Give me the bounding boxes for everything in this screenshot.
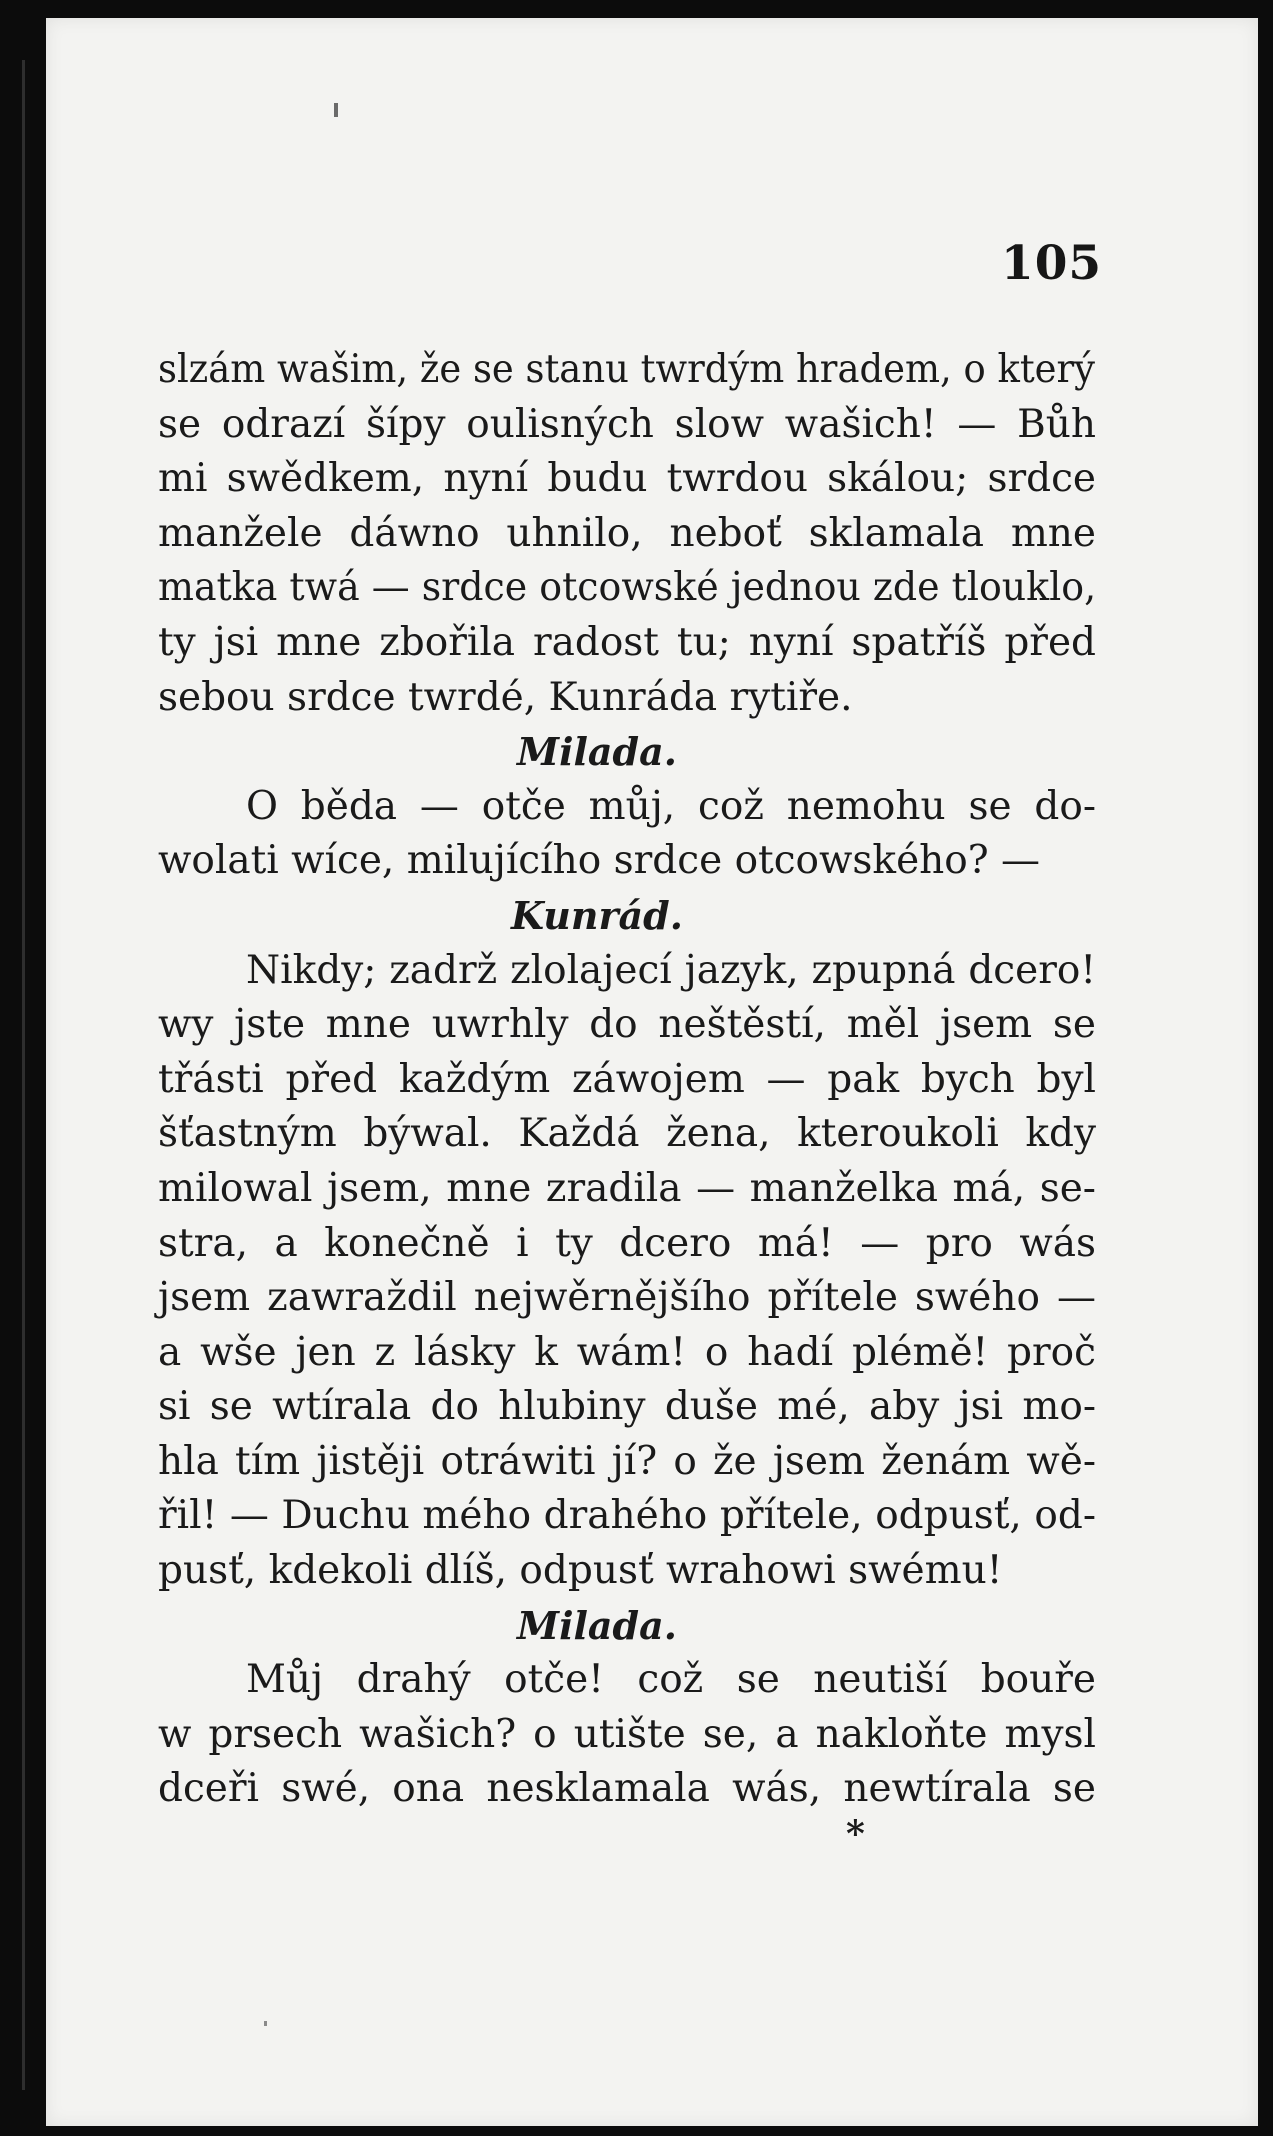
ink-speck <box>334 103 338 117</box>
text-line: milowal jsem, mne zradila — manželka má, se- <box>158 1165 1096 1211</box>
text-line: a wše jen z lásky k wám! o hadí plémě! proč <box>158 1329 1096 1375</box>
text-line: O běda — otče můj, což nemohu se do- <box>246 783 1096 829</box>
ink-speck <box>264 2021 267 2026</box>
text-line: wy jste mne uwrhly do neštěstí, měl jsem se <box>158 1002 1096 1048</box>
speaker-name: Milada. <box>517 1602 677 1648</box>
spine-edge <box>22 60 25 2090</box>
text-line: pusť, kdekoli dlíš, odpusť wrahowi swému! <box>158 1548 1003 1594</box>
page-number: 105 <box>1001 236 1103 291</box>
speaker-name: Milada. <box>517 729 677 775</box>
text-line: Nikdy; zadrž zlolajecí jazyk, zpupná dcero! <box>246 947 1096 993</box>
text-line: se odrazí šípy oulisných slow wašich! — Bůh <box>158 401 1096 447</box>
signature-mark: * <box>846 1813 865 1855</box>
text-line: stra, a konečně i ty dcero má! — pro wás <box>158 1220 1096 1266</box>
text-line: ty jsi mne zbořila radost tu; nyní spatříš před <box>158 619 1096 665</box>
text-line: slzám wašim, že se stanu twrdým hradem, o který <box>158 347 1096 392</box>
text-line: si se wtírala do hlubiny duše mé, aby jsi mo- <box>158 1384 1096 1430</box>
text-line: jsem zawraždil nejwěrnějšího přítele swého — <box>158 1275 1096 1321</box>
book-page <box>46 18 1258 2126</box>
text-line: mi swědkem, nyní budu twrdou skálou; srdce <box>158 456 1096 502</box>
speaker-name: Kunrád. <box>511 892 683 938</box>
text-line: šťastným býwal. Každá žena, kteroukoli kdy <box>158 1111 1096 1157</box>
text-line: w prsech wašich? o utište se, a nakloňte mysl <box>158 1711 1096 1757</box>
text-line: manžele dáwno uhnilo, neboť sklamala mne <box>158 510 1096 556</box>
text-line: wolati wíce, milujícího srdce otcowského? — <box>158 838 1041 884</box>
text-line: Můj drahý otče! což se neutiší bouře <box>246 1657 1096 1703</box>
text-line: třásti před každým záwojem — pak bych byl <box>158 1056 1096 1102</box>
text-line: dceři swé, ona nesklamala wás, newtírala se <box>158 1766 1096 1812</box>
text-line: řil! — Duchu mého drahého přítele, odpusť, od- <box>158 1493 1096 1539</box>
body-text <box>158 343 1096 1817</box>
text-line: hla tím jistěji otráwiti jí? o že jsem ženám wě- <box>158 1438 1096 1484</box>
text-line: sebou srdce twrdé, Kunráda rytiře. <box>158 674 853 720</box>
text-line: matka twá — srdce otcowské jednou zde tlouklo, <box>158 565 1097 611</box>
